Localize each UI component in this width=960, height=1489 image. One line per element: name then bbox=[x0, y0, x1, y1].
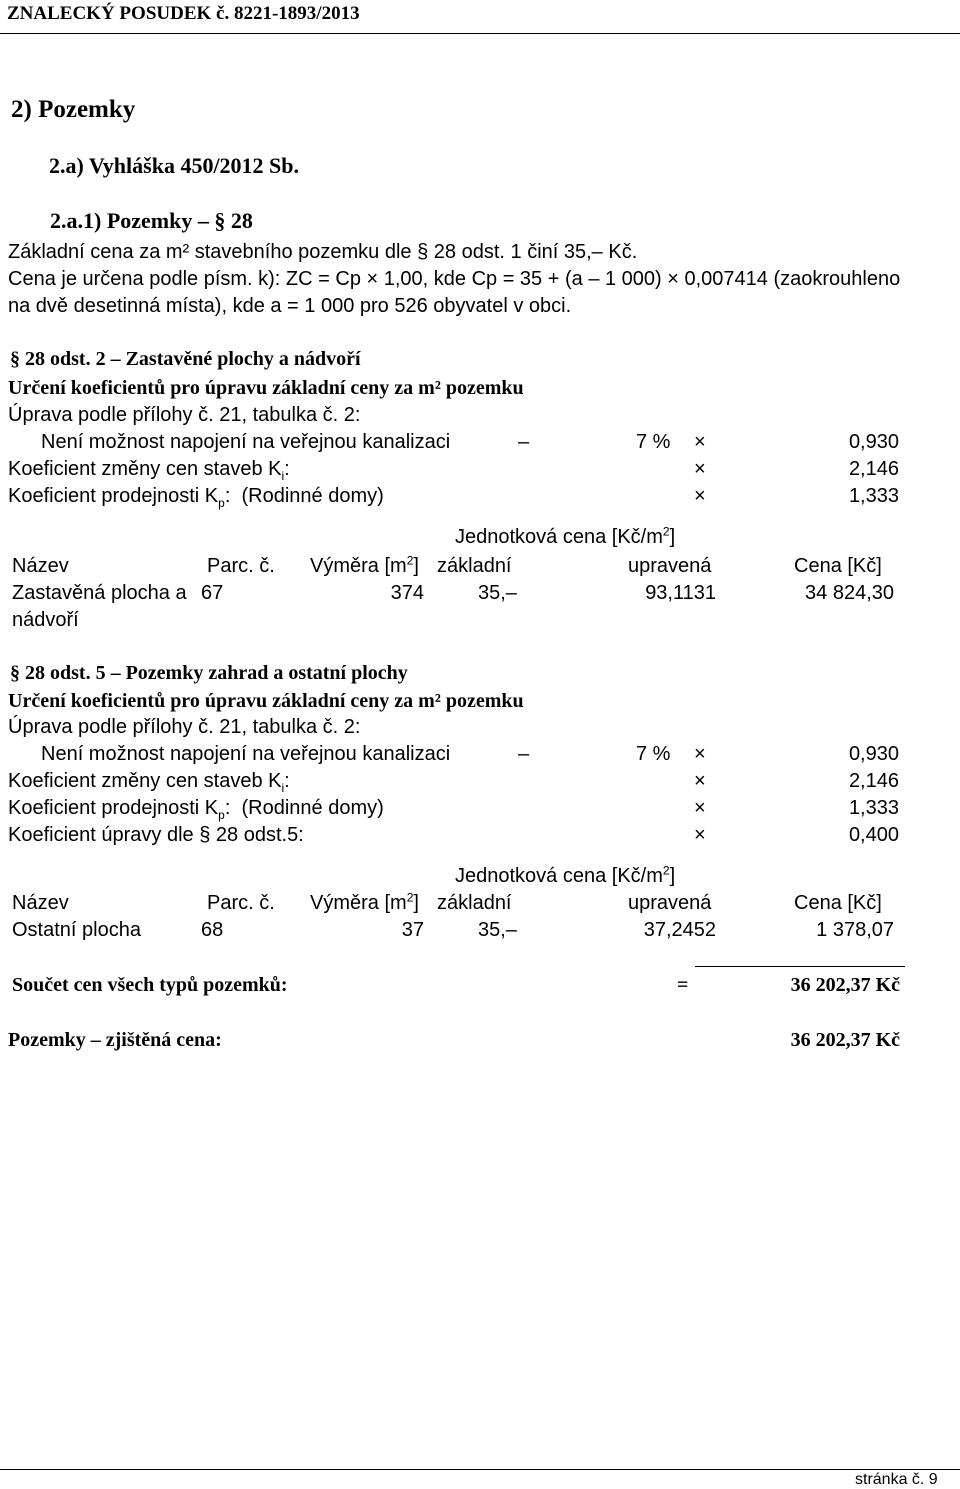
cell-adjusted: 37,2452 bbox=[643, 919, 716, 941]
cell-name: Zastavěná plocha a bbox=[12, 582, 187, 604]
coef-value: 0,930 bbox=[848, 431, 899, 453]
coef-value: 1,333 bbox=[848, 797, 899, 819]
cell-adjusted: 93,1131 bbox=[645, 582, 716, 604]
coef-label: Koeficient změny cen staveb $K_i$: bbox=[8, 770, 290, 795]
multiply-sign: × bbox=[694, 797, 706, 819]
coef-label: Není možnost napojení na veřejnou kanalizaci bbox=[41, 743, 451, 765]
col-header-price: Cena [Kč] bbox=[794, 892, 882, 914]
coef-label: Koeficient prodejnosti $K_p$: (Rodinné domy) bbox=[8, 485, 384, 510]
col-header-name: Název bbox=[12, 892, 69, 914]
cell-price: 1 378,07 bbox=[816, 919, 894, 941]
final-label: Pozemky – zjištěná cena: bbox=[8, 1029, 222, 1051]
sum-value: 36 202,37 Kč bbox=[790, 974, 900, 996]
header-rule bbox=[0, 33, 960, 34]
col-header-adjusted: upravená bbox=[628, 892, 712, 914]
cell-price: 34 824,30 bbox=[805, 582, 894, 604]
multiply-sign: × bbox=[694, 485, 706, 507]
cell-name: Ostatní plocha bbox=[12, 919, 141, 941]
unit-price-header: Jednotková cena $[Kč/m^2]$ bbox=[455, 524, 676, 548]
coef-value: 0,400 bbox=[848, 824, 899, 846]
multiply-sign: × bbox=[694, 770, 706, 792]
multiply-sign: × bbox=[694, 458, 706, 480]
subsubsection-title: 2.a.1) Pozemky – § 28 bbox=[50, 208, 253, 233]
col-header-base: základní bbox=[437, 555, 512, 577]
coef-label: Koeficient úpravy dle § 28 odst.5: bbox=[8, 824, 304, 846]
section-title: 2) Pozemky bbox=[11, 96, 136, 123]
coef-percent: 7 % bbox=[636, 431, 671, 453]
cell-parcel: 68 bbox=[201, 919, 224, 941]
col-header-area: Výměra $[m^2]$ bbox=[310, 553, 419, 577]
sum-equals: = bbox=[677, 974, 689, 996]
cell-area: 37 bbox=[401, 919, 424, 941]
cell-base: 35,– bbox=[478, 582, 517, 604]
cell-base: 35,– bbox=[478, 919, 517, 941]
coef-percent: 7 % bbox=[636, 743, 671, 765]
sum-rule bbox=[695, 966, 905, 967]
coef-value: 1,333 bbox=[848, 485, 899, 507]
col-header-adjusted: upravená bbox=[628, 555, 712, 577]
col-header-price: Cena [Kč] bbox=[794, 555, 882, 577]
sum-label: Součet cen všech typů pozemků: bbox=[12, 974, 288, 996]
page-number: stránka č. 9 bbox=[855, 1471, 938, 1488]
coef-value: 2,146 bbox=[848, 458, 899, 480]
col-header-parcel: Parc. č. bbox=[207, 555, 275, 577]
footer-rule bbox=[0, 1469, 960, 1470]
unit-price-header: Jednotková cena $[Kč/m^2]$ bbox=[455, 863, 676, 887]
intro-line-3: na dvě desetinná místa), kde a = 1 000 pro 526 obyvatel v obci. bbox=[8, 295, 572, 317]
coef-label: Koeficient prodejnosti $K_p$: (Rodinné domy) bbox=[8, 797, 384, 822]
coef-value: 0,930 bbox=[848, 743, 899, 765]
col-header-area: Výměra $[m^2]$ bbox=[310, 890, 419, 914]
subsection-title: 2.a) Vyhláška 450/2012 Sb. bbox=[49, 153, 300, 178]
coef-label: Není možnost napojení na veřejnou kanalizaci bbox=[41, 431, 451, 453]
coef-value: 2,146 bbox=[848, 770, 899, 792]
block1-title: § 28 odst. 2 – Zastavěné plochy a nádvoří bbox=[10, 348, 361, 370]
coef-dash: – bbox=[518, 743, 530, 765]
block1-coef-title: Určení koeficientů pro úpravu základní ceny za m² pozemku bbox=[8, 377, 524, 399]
final-value: 36 202,37 Kč bbox=[790, 1029, 900, 1051]
block2-annex: Úprava podle přílohy č. 21, tabulka č. 2: bbox=[8, 716, 361, 738]
col-header-name: Název bbox=[12, 555, 69, 577]
intro-line-2: Cena je určena podle písm. k): ZC = Cp × 1,00, kde Cp = 35 + (a – 1 000) × 0,007414 (zaokrouhleno bbox=[8, 268, 901, 290]
multiply-sign: × bbox=[694, 743, 706, 765]
block2-title: § 28 odst. 5 – Pozemky zahrad a ostatní plochy bbox=[10, 662, 408, 684]
coef-label: Koeficient změny cen staveb $K_i$: bbox=[8, 458, 290, 483]
multiply-sign: × bbox=[694, 824, 706, 846]
block1-annex: Úprava podle přílohy č. 21, tabulka č. 2: bbox=[8, 404, 361, 426]
block2-coef-title: Určení koeficientů pro úpravu základní ceny za m² pozemku bbox=[8, 690, 524, 712]
intro-line-1: Základní cena za m² stavebního pozemku dle § 28 odst. 1 činí 35,– Kč. bbox=[8, 241, 638, 263]
cell-area: 374 bbox=[390, 582, 424, 604]
cell-parcel: 67 bbox=[201, 582, 224, 604]
coef-dash: – bbox=[518, 431, 530, 453]
col-header-base: základní bbox=[437, 892, 512, 914]
document-header: ZNALECKÝ POSUDEK č. 8221-1893/2013 bbox=[7, 3, 360, 24]
cell-name-cont: nádvoří bbox=[12, 609, 79, 631]
multiply-sign: × bbox=[694, 431, 706, 453]
col-header-parcel: Parc. č. bbox=[207, 892, 275, 914]
